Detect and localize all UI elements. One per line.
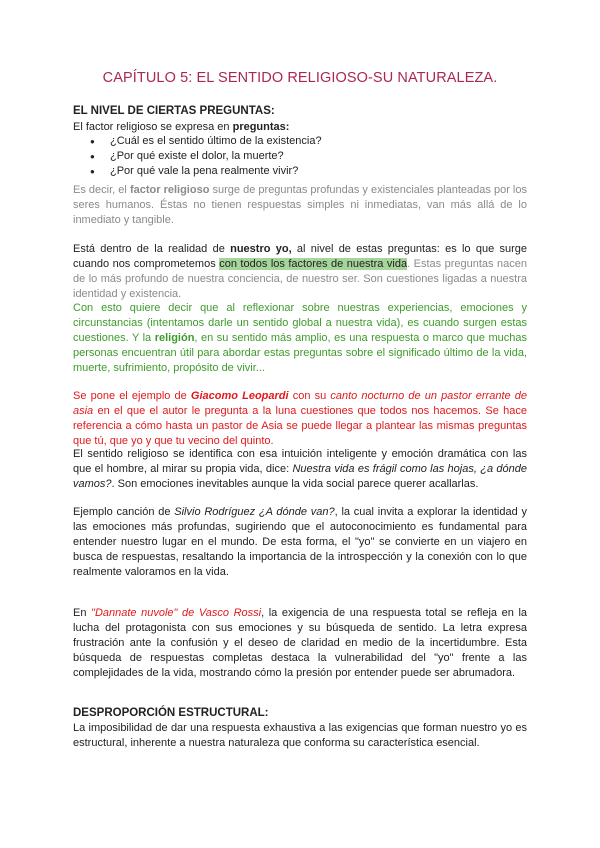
p6-text-a: Ejemplo canción de <box>73 506 175 518</box>
p6-song-title: Silvio Rodríguez ¿A dónde van? <box>174 506 335 518</box>
section-heading-preguntas: EL NIVEL DE CIERTAS PREGUNTAS: <box>73 105 275 117</box>
paragraph-vasco-rossi <box>73 606 527 681</box>
intro-bold: preguntas: <box>232 121 290 133</box>
p1-text-a: Es decir, el <box>73 184 130 196</box>
p2-text-a: Está dentro de la realidad de <box>73 243 231 255</box>
p2-bold: nuestro yo, <box>230 243 292 255</box>
paragraph-religion <box>73 301 527 376</box>
p5-quote: Nuestra vida es frágil como las hojas, ¿a dónde vamos? <box>73 463 527 490</box>
paragraph-factor-religioso <box>73 183 527 228</box>
p5-text-a: El sentido religioso se identifica con esa intuición inteligente y emoción dramática con las que el hombre, al mirar su propia vida, dice: <box>73 448 527 475</box>
p2-text-b: al nivel de estas preguntas: es lo que surge cuando nos comprometemos <box>73 243 527 270</box>
list-item: ● ¿Por qué vale la pena realmente vivir? <box>90 164 322 179</box>
questions-list <box>90 134 322 179</box>
p4-text-a: Se pone el ejemplo de <box>73 390 191 402</box>
p7-song-title: "Dannate nuvole" de Vasco Rossi <box>91 607 262 619</box>
p4-author: Giacomo Leopardi <box>190 390 289 402</box>
intro-text: El factor religioso se expresa en <box>73 121 233 133</box>
p4-work-title: canto nocturno de un pastor errante de asia <box>73 390 527 417</box>
p1-bold: factor religioso <box>129 184 210 196</box>
p3-text-b: , en su sentido más amplio, es una respuesta o marco que muchas personas encuentran útil para abordar estas preguntas sobre el significado último de la vida, muerte, sufrimiento, propósito de vivir... <box>73 332 527 374</box>
p1-text-b: surge de preguntas profundas y existenciales planteadas por los seres humanos. Éstas no tienen respuestas simples ni inmediatas, van más allá de lo inmediato y tangible. <box>73 184 527 226</box>
chapter-title: CAPÍTULO 5: EL SENTIDO RELIGIOSO-SU NATURALEZA. <box>102 70 498 86</box>
p2-highlight: con todos los factores de nuestra vida <box>219 258 408 270</box>
paragraph-sentido-religioso <box>73 447 527 492</box>
section-heading-desproporcion: DESPROPORCIÓN ESTRUCTURAL: <box>73 707 269 719</box>
paragraph-desproporcion: La imposibilidad de dar una respuesta exhaustiva a las exigencias que forman nuestro yo es estructural, inherente a nuestra naturaleza que conforma su característica esencial. <box>73 722 527 749</box>
p4-text-b: con su <box>288 390 331 402</box>
p3-text-a: Con esto quiere decir que al reflexionar sobre nuestras experiencias, emociones y circunstancias (intentamos darle un sentido global a nuestra vida), es cuando surgen estas cuestiones. Y la <box>73 302 527 344</box>
list-item: ● ¿Por qué existe el dolor, la muerte? <box>90 149 322 164</box>
paragraph-silvio-rodriguez <box>73 505 527 580</box>
p4-text-c: en el que el autor le pregunta a la luna cuestiones que todos nos hacemos. Se hace referencia a cómo hasta un pastor de Asia se puede llegar a plantear las mismas preguntas que tú, que yo y que tu vecino del quinto. <box>73 405 527 447</box>
intro-line <box>73 120 527 135</box>
p5-text-b: . Son emociones inevitables aunque la vida social parece querer acallarlas. <box>111 478 479 490</box>
p6-text-b: , la cual invita a explorar la identidad y las emociones más profundas, sugiriendo que el autoconocimiento es fundamental para entender nuestro lugar en el mundo. De esta forma, el "yo" se convierte en un viajero en busca de respuestas, resaltando la importancia de la introspección y la conexión con lo que realmente valoramos en la vida. <box>73 506 527 578</box>
p7-text-a: En <box>73 607 92 619</box>
paragraph-nuestro-yo <box>73 242 527 302</box>
p7-text-b: , la exigencia de una respuesta total se refleja en la lucha del protagonista con sus emociones y su búsqueda de sentido. La letra expresa frustración ante la confusión y el deseo de claridad en medio de la incertidumbre. Esta búsqueda de respuestas completas destaca la vulnerabilidad del "yo" frente a las complejidades de la vida, mostrando cómo la presión por entender puede ser abrumadora. <box>73 607 528 679</box>
paragraph-leopardi <box>73 389 527 449</box>
list-item: ● ¿Cuál es el sentido último de la existencia? <box>90 134 322 149</box>
p2-text-c: . Estas preguntas nacen de lo más profundo de nuestra conciencia, de nuestro ser. Son cuestiones ligadas a nuestra identidad y existencia. <box>73 258 527 300</box>
p3-bold: religión <box>154 332 195 344</box>
